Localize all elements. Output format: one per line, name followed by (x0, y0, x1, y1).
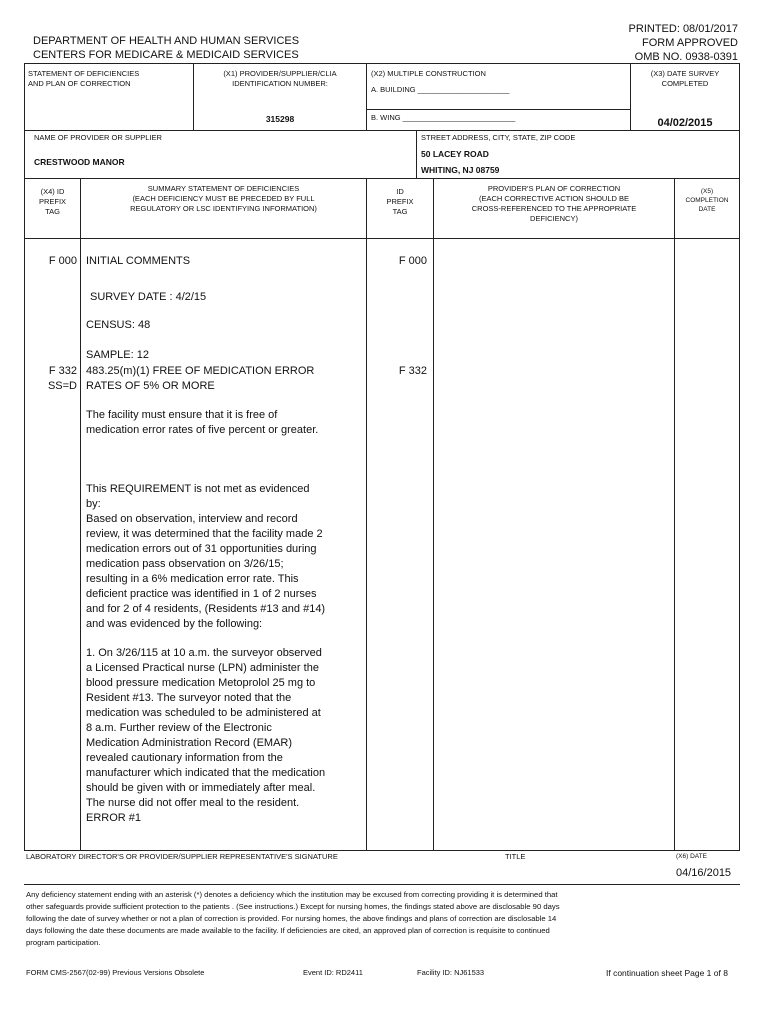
header-right (560, 22, 738, 64)
summary-header: SUMMARY STATEMENT OF DEFICIENCIES (EACH DEFICIENCY MUST BE PRECEDED BY FULL REGULATORY OR LSC IDENTIFYING INFORMATION) (130, 184, 317, 213)
x6-date-label: (X6) DATE (676, 853, 707, 860)
error-1-text: 1. On 3/26/115 at 10 a.m. the surveyor observed a Licensed Practical nurse (LPN) administer the blood pressure medication Metoprolol 25 mg to Resident #13. The surveyor noted that the medication was scheduled to be administered at 8 a.m. Further review of the Electronic Medication Administration Record (EMAR) revealed cautionary information from the manufacturer which indicated that the medication should be given with or immediately after meal. The nurse did not offer meal to the resident. ERROR #1 (86, 647, 326, 824)
department-line-2: CENTERS FOR MEDICARE & MEDICAID SERVICES (33, 49, 299, 61)
regulation-line-1: 483.25(m)(1) FREE OF MEDICATION ERROR (86, 365, 315, 377)
address-line-2: WHITING, NJ 08759 (421, 165, 500, 175)
requirement-text: The facility must ensure that it is free of medication error rates of five percent or greater. (86, 409, 319, 436)
survey-date: SURVEY DATE : 4/2/15 (90, 291, 207, 303)
wing-field: B. WING ___________________________ (371, 113, 516, 122)
form-approved: FORM APPROVED (642, 37, 738, 49)
x5-header: (X5) COMPLETION DATE (685, 188, 729, 213)
omb-number: OMB NO. 0938-0391 (634, 51, 738, 63)
findings-text: This REQUIREMENT is not met as evidenced by: Based on observation, interview and record review, it was determined that the facility made 2 medication errors out of 31 opportunities during medication pass observation on 3/26/15; resulting in a 6% medication error rate. This deficient practice was identified in 1 of 2 nurses and for 2 of 4 residents, (Residents #13 and #14) and was evidenced by the following: (86, 483, 326, 630)
tag-f332-scope: SS=D (47, 380, 77, 392)
tag-f332-right: F 332 (398, 365, 427, 377)
initial-comments-heading: INITIAL COMMENTS (86, 255, 191, 267)
tag-f000: F 000 (48, 255, 77, 267)
x3-value: 04/02/2015 (657, 117, 713, 129)
provider-name: CRESTWOOD MANOR (34, 157, 125, 167)
printed-date: PRINTED: 08/01/2017 (628, 23, 738, 35)
page-indicator: If continuation sheet Page 1 of 8 (606, 968, 728, 978)
department-name (33, 34, 299, 62)
building-field: A. BUILDING ______________________ (371, 85, 510, 94)
x4-header: (X4) ID PREFIX TAG (38, 187, 67, 216)
regulation-line-2: RATES OF 5% OR MORE (86, 380, 215, 392)
facility-id: Facility ID: NJ61533 (417, 968, 485, 977)
x2-label: (X2) MULTIPLE CONSTRUCTION (371, 69, 486, 78)
signature-label: LABORATORY DIRECTOR'S OR PROVIDER/SUPPLIER REPRESENTATIVE'S SIGNATURE (26, 852, 338, 861)
x1-label: (X1) PROVIDER/SUPPLIER/CLIA IDENTIFICATION NUMBER: (223, 69, 337, 88)
statement-label: STATEMENT OF DEFICIENCIES AND PLAN OF CORRECTION (28, 69, 140, 88)
x3-label: (X3) DATE SURVEY COMPLETED (650, 69, 720, 88)
plan-header: PROVIDER'S PLAN OF CORRECTION (EACH CORRECTIVE ACTION SHOULD BE CROSS-REFERENCED TO THE APPROPRIATE DEFICIENCY) (471, 184, 637, 223)
department-line-1: DEPARTMENT OF HEALTH AND HUMAN SERVICES (33, 35, 300, 47)
census: CENSUS: 48 (86, 319, 151, 331)
address-line-1: 50 LACEY ROAD (421, 149, 489, 159)
provider-label: NAME OF PROVIDER OR SUPPLIER (34, 133, 162, 142)
x1-value: 315298 (265, 114, 295, 124)
form-number: FORM CMS-2567(02-99) Previous Versions Obsolete (26, 968, 205, 977)
event-id: Event ID: RD2411 (303, 968, 363, 977)
address-label: STREET ADDRESS, CITY, STATE, ZIP CODE (421, 133, 576, 142)
title-label: TITLE (505, 852, 526, 861)
disclaimer-text: Any deficiency statement ending with an asterisk (*) denotes a deficiency which the institution may be excused from correcting providing it is determined that other safeguards provide sufficient protection to the patients . (See instructions.) Except for nursing homes, the findings stated above are disclosable 90 days following the date of survey whether or not a plan of correction is provided. For nursing homes, the above findings and plans of correction are disclosable 14 days following the date these documents are made available to the facility. If deficiencies are cited, an approved plan of correction is requisite to continued program participation. (26, 890, 560, 947)
id-header: ID PREFIX TAG (386, 187, 414, 216)
sample: SAMPLE: 12 (86, 349, 149, 361)
tag-f332: F 332 (48, 365, 77, 377)
signature-date: 04/16/2015 (676, 867, 732, 879)
tag-f000-right: F 000 (398, 255, 427, 267)
